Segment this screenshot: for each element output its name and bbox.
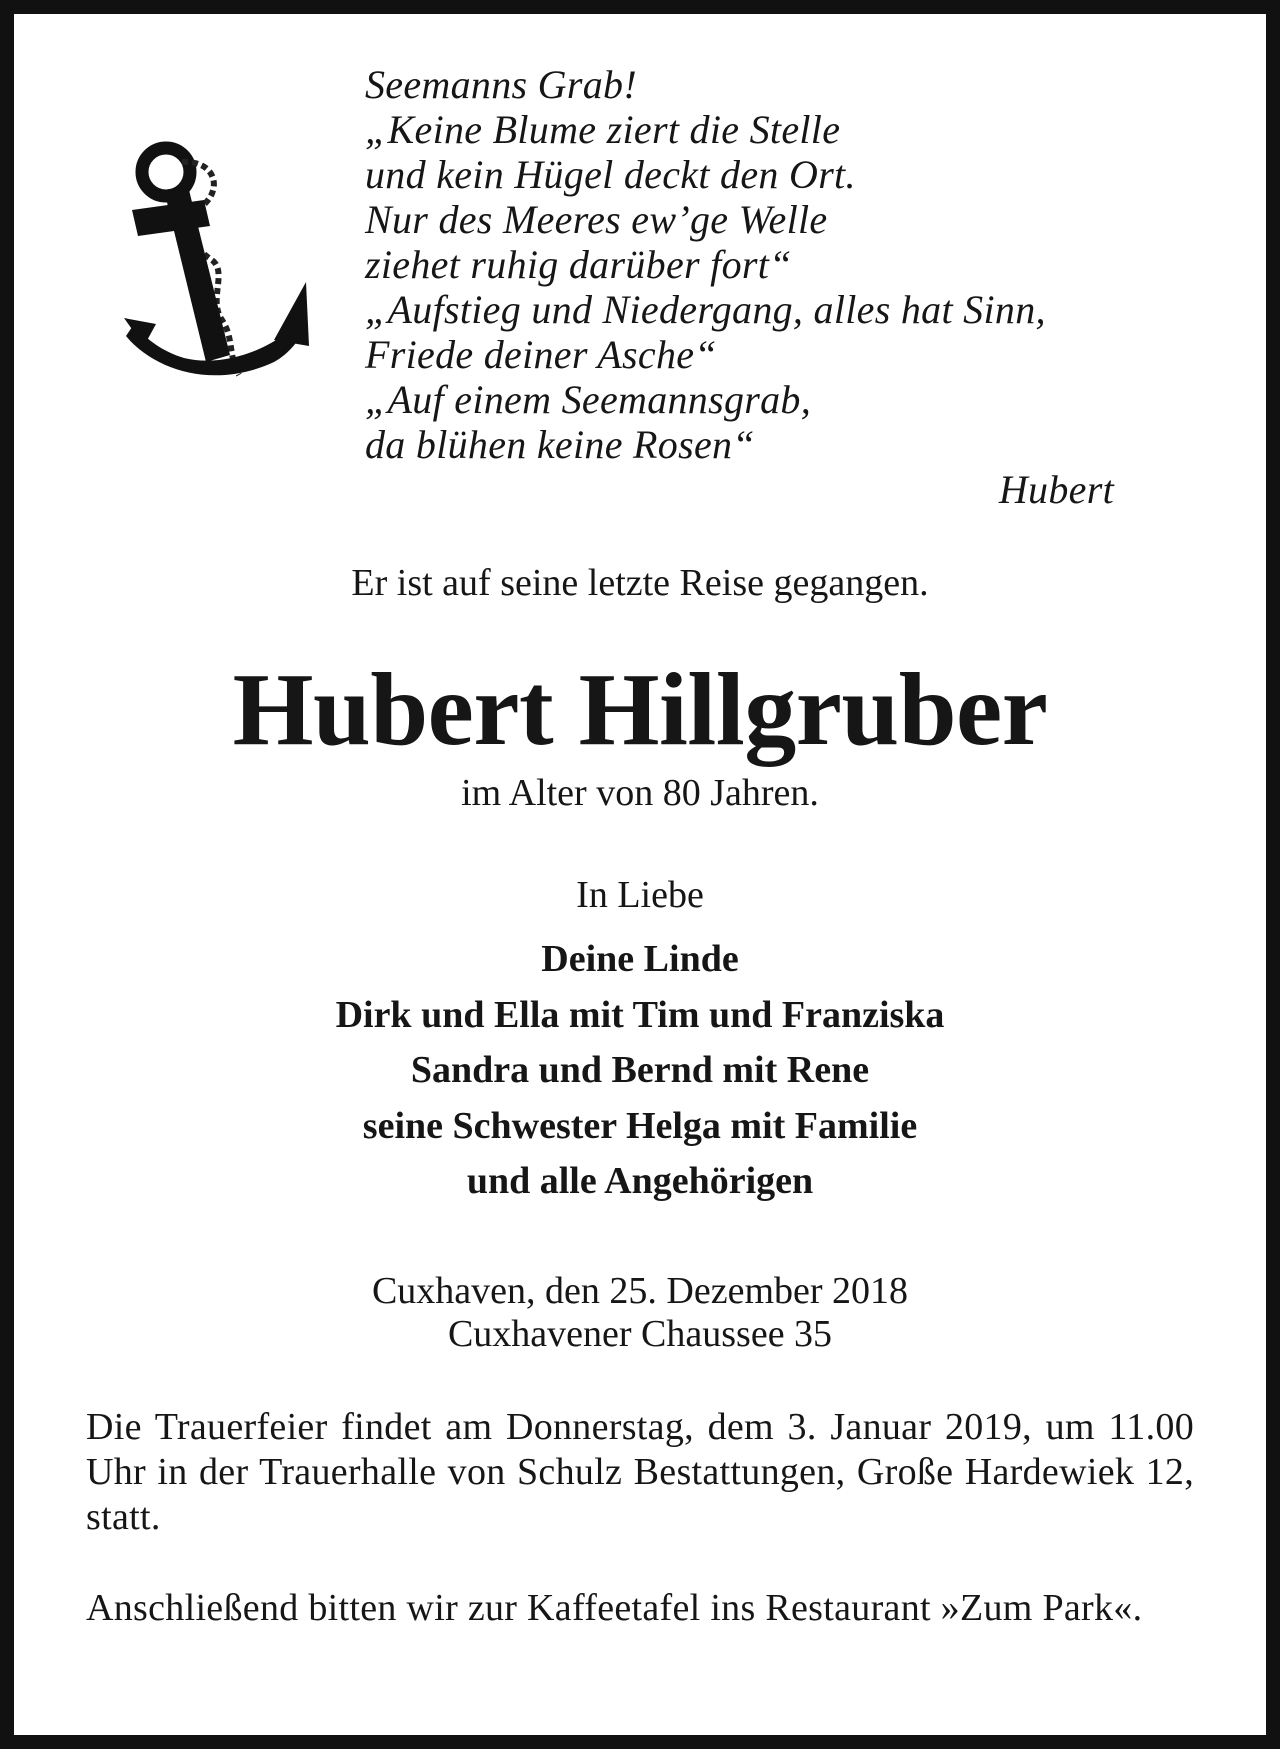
mourner-line: Dirk und Ella mit Tim und Franziska — [335, 993, 945, 1036]
poem — [365, 62, 1225, 512]
deceased-name: Hubert Hillgruber — [232, 652, 1048, 767]
mourner-line: seine Schwester Helga mit Familie — [362, 1104, 918, 1147]
poem-line: „Aufstieg und Niedergang, alles hat Sinn, — [365, 287, 1046, 332]
age-line: im Alter von 80 Jahren. — [461, 772, 819, 814]
place-date: Cuxhaven, den 25. Dezember 2018 — [371, 1270, 909, 1312]
poem-line: Seemanns Grab! — [365, 62, 637, 107]
mourner-line: und alle Angehörigen — [466, 1160, 814, 1202]
poem-line: Friede deiner Asche“ — [365, 332, 717, 377]
poem-line: ziehet ruhig darüber fort“ — [365, 242, 792, 287]
reception-notice: Anschließend bitten wir zur Kaffeetafel ins Restaurant »Zum Park«. — [86, 1587, 1143, 1629]
place-and-address — [0, 1270, 1280, 1356]
intro-text: Er ist auf seine letzte Reise gegangen. — [351, 562, 929, 604]
mourner-line: Deine Linde — [541, 938, 739, 980]
poem-signature: Hubert — [998, 467, 1114, 512]
mourners-list — [0, 932, 1280, 1210]
address: Cuxhavener Chaussee 35 — [447, 1313, 833, 1355]
poem-line: Nur des Meeres ew’ge Welle — [365, 197, 828, 242]
love-line: In Liebe — [576, 874, 704, 916]
mourner-line: Sandra und Bernd mit Rene — [410, 1049, 870, 1091]
poem-line: „Keine Blume ziert die Stelle — [365, 107, 841, 152]
anchor-icon — [124, 140, 309, 395]
funeral-notice: Die Trauerfeier findet am Donnerstag, dem 3. Januar 2019, um 11.00 Uhr in der Trauerhalle von Schulz Bestattungen, Große Hardewiek 12, statt. — [86, 1406, 1194, 1538]
poem-line: „Auf einem Seemannsgrab, — [365, 377, 812, 422]
poem-line: da blühen keine Rosen“ — [365, 422, 755, 467]
poem-line: und kein Hügel deckt den Ort. — [365, 152, 856, 197]
